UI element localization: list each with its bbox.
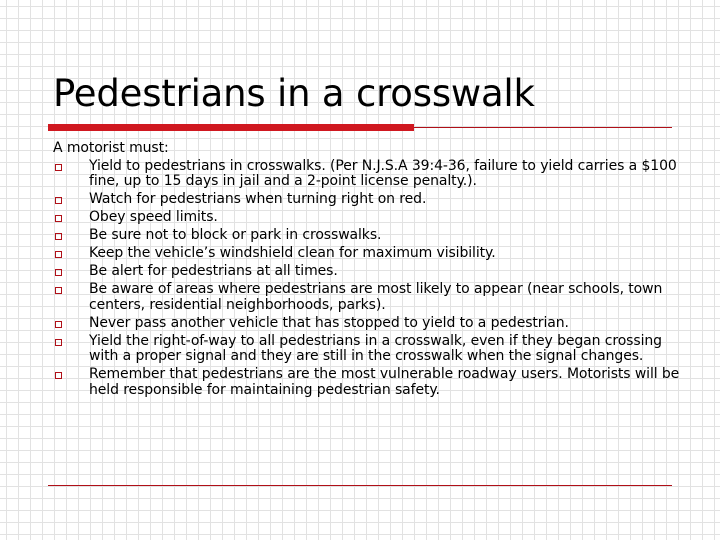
bullet-item	[53, 228, 693, 244]
bullet-text: Remember that pedestrians are the most vulnerable roadway users. Motorists will be held responsible for maintaining pedestrian safety.	[89, 366, 680, 398]
bullet-item	[53, 334, 693, 365]
bullet-item	[53, 159, 693, 190]
bullet-item	[53, 367, 693, 398]
bullet-text: Yield the right-of-way to all pedestrians in a crosswalk, even if they began crossing with a proper signal and they are still in the crosswalk when the signal changes.	[89, 332, 662, 364]
square-bullet-icon	[55, 321, 62, 328]
footer-divider-line	[48, 485, 672, 486]
bullet-item	[53, 246, 693, 262]
bullet-list	[53, 159, 693, 399]
bullet-text: Never pass another vehicle that has stopped to yield to a pedestrian.	[89, 314, 569, 331]
bullet-item	[53, 316, 693, 332]
square-bullet-icon	[55, 164, 62, 171]
bullet-item	[53, 264, 693, 280]
square-bullet-icon	[55, 372, 62, 379]
title-accent-bar	[48, 124, 414, 131]
square-bullet-icon	[55, 269, 62, 276]
bullet-item	[53, 282, 693, 313]
bullet-text: Yield to pedestrians in crosswalks. (Per N.J.S.A 39:4-36, failure to yield carries a $100 fine, up to 15 days in jail and a 2-point license penalty.).	[89, 157, 677, 189]
slide-body	[53, 141, 693, 401]
square-bullet-icon	[55, 287, 62, 294]
square-bullet-icon	[55, 339, 62, 346]
bullet-text: Obey speed limits.	[89, 209, 218, 225]
square-bullet-icon	[55, 233, 62, 240]
square-bullet-icon	[55, 197, 62, 204]
bullet-text: Be aware of areas where pedestrians are most likely to appear (near schools, town centers, residential neighborhoods, parks).	[89, 281, 663, 313]
intro-text: A motorist must:	[53, 140, 169, 156]
square-bullet-icon	[55, 215, 62, 222]
slide-title: Pedestrians in a crosswalk	[53, 72, 535, 115]
bullet-text: Watch for pedestrians when turning right on red.	[89, 191, 427, 207]
bullet-text: Be alert for pedestrians at all times.	[89, 263, 338, 279]
square-bullet-icon	[55, 251, 62, 258]
bullet-text: Keep the vehicle’s windshield clean for maximum visibility.	[89, 245, 496, 261]
bullet-text: Be sure not to block or park in crosswalks.	[89, 227, 382, 243]
bullet-item	[53, 210, 693, 226]
bullet-item	[53, 192, 693, 208]
